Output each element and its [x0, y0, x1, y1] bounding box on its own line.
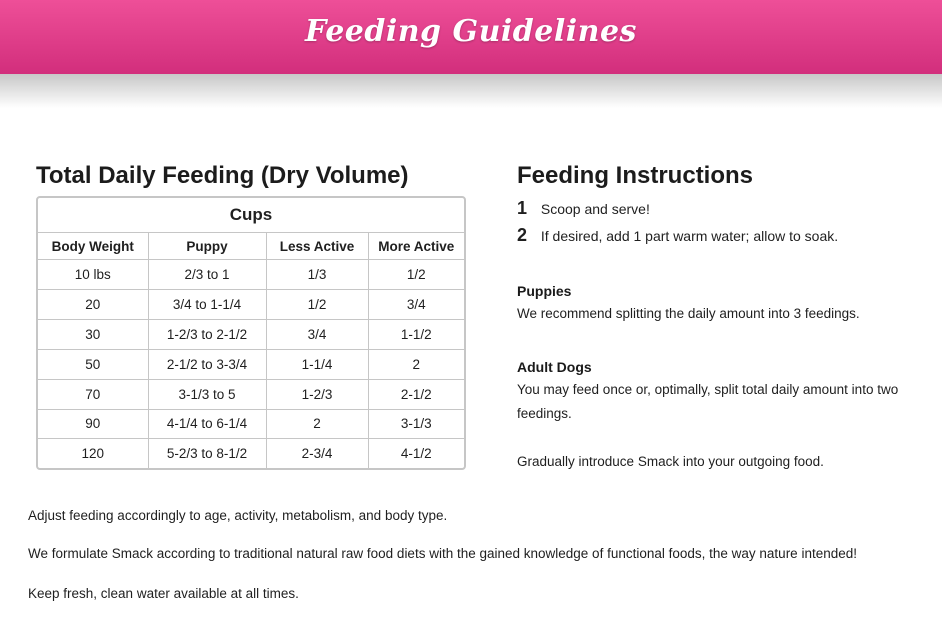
cell-more-active: 3/4: [368, 289, 464, 319]
puppies-heading: Puppies: [517, 283, 572, 299]
cell-more-active: 3-1/3: [368, 409, 464, 439]
step-text: Scoop and serve!: [540, 201, 650, 217]
instructions-heading: Feeding Instructions: [517, 162, 754, 189]
step-number: 1: [517, 198, 528, 218]
cell-less-active: 1-2/3: [266, 379, 368, 409]
cell-less-active: 1/3: [266, 260, 368, 290]
instruction-step-2: [517, 225, 838, 246]
cell-body-weight: 30: [38, 319, 148, 349]
cell-more-active: 1-1/2: [368, 319, 464, 349]
cell-more-active: 2-1/2: [368, 379, 464, 409]
page-title: Feeding Guidelines: [305, 14, 637, 49]
cell-body-weight: 50: [38, 349, 148, 379]
column-header-puppy: Puppy: [148, 233, 266, 260]
column-header-body-weight: Body Weight: [38, 233, 148, 260]
banner-shadow: [0, 74, 942, 108]
column-header-less-active: Less Active: [266, 233, 368, 260]
cell-puppy: 2-1/2 to 3-3/4: [148, 349, 266, 379]
table-row: [38, 409, 464, 439]
cups-group-header: Cups: [38, 198, 464, 233]
cell-puppy: 1-2/3 to 2-1/2: [148, 319, 266, 349]
cell-body-weight: 120: [38, 439, 148, 468]
table-row: [38, 439, 464, 468]
column-header-more-active: More Active: [368, 233, 464, 260]
adult-dogs-heading: Adult Dogs: [517, 359, 592, 375]
table-row: [38, 319, 464, 349]
cell-more-active: 2: [368, 349, 464, 379]
cell-less-active: 2: [266, 409, 368, 439]
cell-body-weight: 90: [38, 409, 148, 439]
puppies-text: We recommend splitting the daily amount into 3 feedings.: [517, 306, 860, 321]
table-row: [38, 289, 464, 319]
table-row: [38, 260, 464, 290]
table-row: [38, 379, 464, 409]
cell-puppy: 3/4 to 1-1/4: [148, 289, 266, 319]
instruction-step-1: [517, 198, 650, 219]
cell-less-active: 1-1/4: [266, 349, 368, 379]
step-number: 2: [517, 225, 528, 245]
cell-puppy: 5-2/3 to 8-1/2: [148, 439, 266, 468]
cell-body-weight: 70: [38, 379, 148, 409]
footer-note-adjust: Adjust feeding accordingly to age, activity, metabolism, and body type.: [28, 508, 448, 523]
header-banner: [0, 0, 942, 74]
feeding-table-heading: Total Daily Feeding (Dry Volume): [36, 162, 409, 189]
footer-note-water: Keep fresh, clean water available at all times.: [28, 586, 299, 601]
cell-puppy: 4-1/4 to 6-1/4: [148, 409, 266, 439]
cell-less-active: 1/2: [266, 289, 368, 319]
cell-less-active: 2-3/4: [266, 439, 368, 468]
cell-body-weight: 20: [38, 289, 148, 319]
adult-dogs-text: You may feed once or, optimally, split total daily amount into two feedings.: [517, 382, 899, 421]
footer-note-formulate: We formulate Smack according to traditional natural raw food diets with the gained knowledge of functional foods, the way nature intended!: [28, 546, 857, 561]
cell-body-weight: 10 lbs: [38, 260, 148, 290]
cell-puppy: 2/3 to 1: [148, 260, 266, 290]
table-row: [38, 349, 464, 379]
cell-more-active: 4-1/2: [368, 439, 464, 468]
step-text: If desired, add 1 part warm water; allow to soak.: [540, 228, 839, 244]
cell-less-active: 3/4: [266, 319, 368, 349]
cell-more-active: 1/2: [368, 260, 464, 290]
cell-puppy: 3-1/3 to 5: [148, 379, 266, 409]
feeding-table: [36, 196, 466, 470]
transition-note: Gradually introduce Smack into your outgoing food.: [517, 454, 824, 469]
